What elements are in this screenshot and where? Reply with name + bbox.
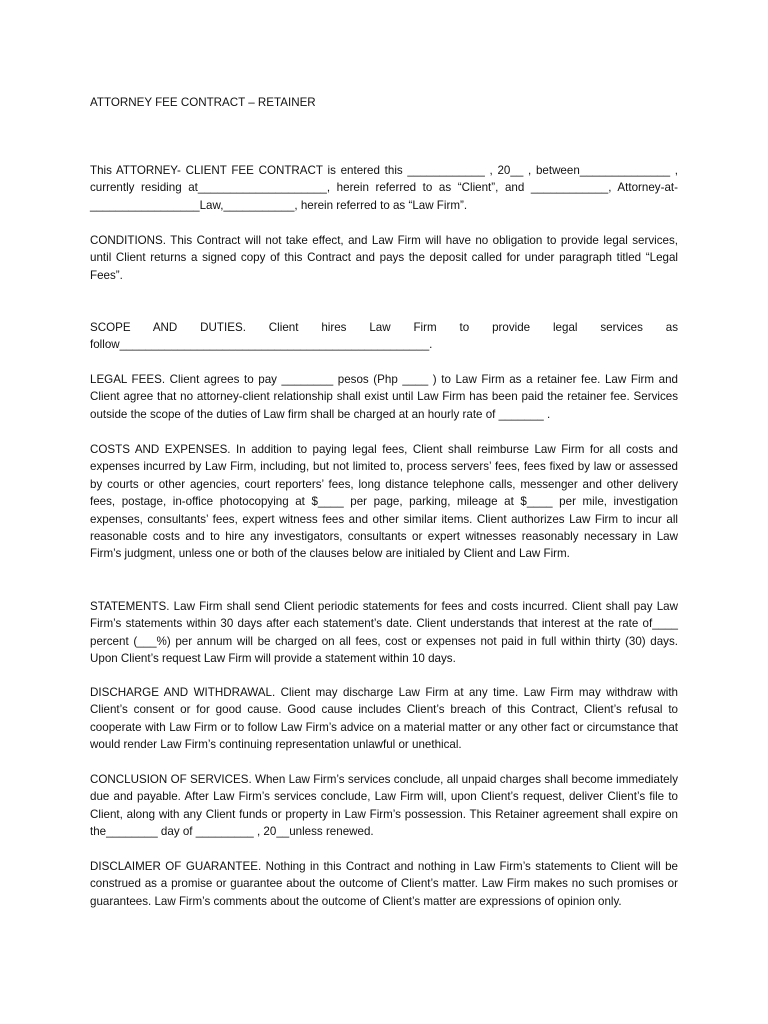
conclusion-of-services-paragraph: CONCLUSION OF SERVICES. When Law Firm’s services conclude, all unpaid charges shall become immediately due and payable. After Law Firm’s services conclude, Law Firm will, upon Client’s request, deliver Client’s file to Client, along with any Client funds or property in Law Firm’s possession. This Retainer agreement shall expire on the________ day of _________ , 20__unless renewed.: [90, 773, 678, 839]
legal-fees-paragraph: LEGAL FEES. Client agrees to pay ________ pesos (Php ____ ) to Law Firm as a retainer fee. Law Firm and Client agree that no attorney-client relationship shall exist until Law Firm has been paid the retainer fee. Services outside the scope of the duties of Law firm shall be charged at an hourly rate of _______ .: [90, 373, 678, 421]
costs-expenses-paragraph: COSTS AND EXPENSES. In addition to paying legal fees, Client shall reimburse Law Firm for all costs and expenses incurred by Law Firm, including, but not limited to, process servers’ fees, fees fixed by law or assessed by courts or other agencies, court reporters’ fees, long distance telephone calls, messenger and other delivery fees, postage, in-office photocopying at $____ per page, parking, mileage at $____ per mile, investigation expenses, consultants’ fees, expert witness fees and other similar items. Client authorizes Law Firm to incur all reasonable costs and to hire any investigators, consultants or expert witnesses reasonably necessary in Law Firm’s judgment, unless one or both of the clauses below are initialed by Client and Law Firm.: [90, 443, 678, 561]
document-title: ATTORNEY FEE CONTRACT – RETAINER: [90, 96, 316, 109]
scope-line-1: SCOPE AND DUTIES. Client hires Law Firm to provide legal services as: [90, 321, 678, 334]
conditions-paragraph: CONDITIONS. This Contract will not take effect, and Law Firm will have no obligation to provide legal services, until Client returns a signed copy of this Contract and pays the deposit called for under paragraph titled “Legal Fees”.: [90, 234, 678, 282]
scope-paragraph: [90, 319, 678, 354]
scope-line-2: follow________________________________________________.: [90, 338, 433, 352]
intro-paragraph: This ATTORNEY- CLIENT FEE CONTRACT is entered this ____________ , 20__ , between______________ , currently residing at____________________, herein referred to as “Client”, and ____________, Attorney-at-_________________Law,___________, herein referred to as “Law Firm”.: [90, 164, 678, 212]
statements-paragraph: STATEMENTS. Law Firm shall send Client periodic statements for fees and costs incurred. Client shall pay Law Firm’s statements within 30 days after each statement’s date. Client understands that interest at the rate of____ percent (___%) per annum will be charged on all fees, cost or expenses not paid in full within thirty (30) days. Upon Client’s request Law Firm will provide a statement within 10 days.: [90, 600, 678, 666]
disclaimer-of-guarantee-paragraph: DISCLAIMER OF GUARANTEE. Nothing in this Contract and nothing in Law Firm’s statements to Client will be construed as a promise or guarantee about the outcome of Client’s matter. Law Firm makes no such promises or guarantees. Law Firm’s comments about the outcome of Client’s matter are expressions of opinion only.: [90, 860, 678, 908]
discharge-withdrawal-paragraph: DISCHARGE AND WITHDRAWAL. Client may discharge Law Firm at any time. Law Firm may withdraw with Client’s consent or for good cause. Good cause includes Client’s breach of this Contract, Client’s refusal to cooperate with Law Firm or to follow Law Firm’s advice on a material matter or any other fact or circumstance that would render Law Firm’s continuing representation unlawful or unethical.: [90, 686, 678, 752]
